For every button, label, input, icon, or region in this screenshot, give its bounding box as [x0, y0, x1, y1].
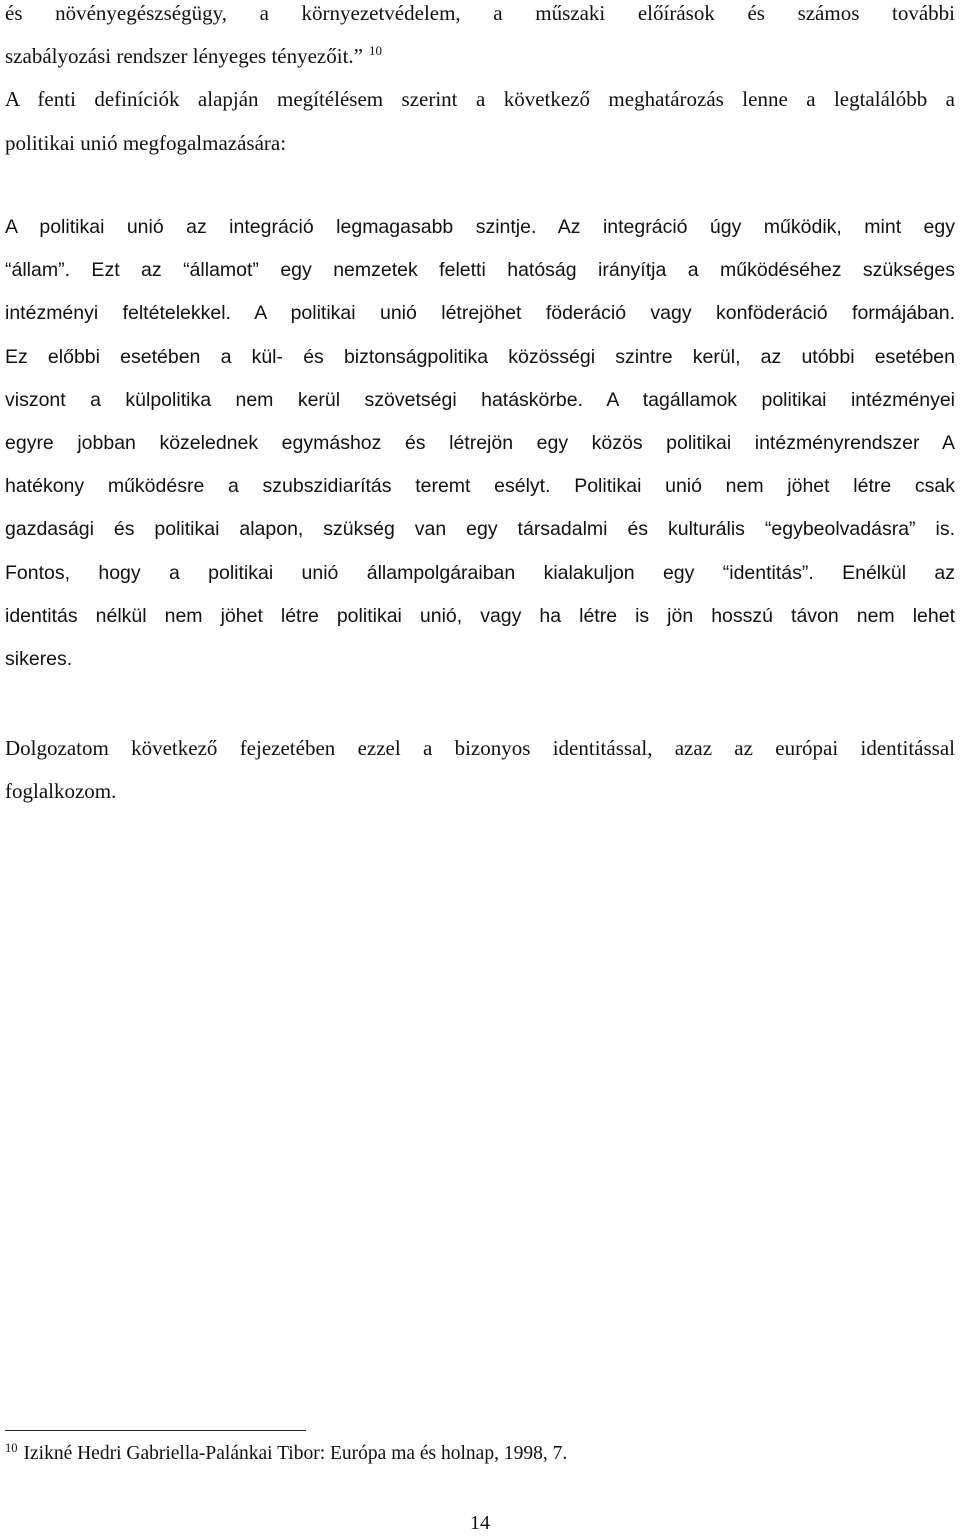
footnote-reference: 10: [369, 43, 382, 59]
page-number: 14: [470, 1512, 490, 1534]
text-line: Dolgozatom következő fejezetében ezzel a bizonyos identitással, azaz az európai identitással: [5, 736, 955, 760]
text-line: [5, 35, 955, 78]
text-line: “állam”. Ezt az “államot” egy nemzetek feletti hatóság irányítja a működéséhez szükséges: [5, 259, 955, 282]
footnote-number: 10: [5, 1440, 18, 1455]
text-line: A fenti definíciók alapján megítélésem szerint a következő meghatározás lenne a legtalálóbb a: [5, 87, 955, 112]
footnote-separator: [5, 1430, 306, 1431]
text-line: gazdasági és politikai alapon, szükség van egy társadalmi és kulturális “egybeolvadásra” is.: [5, 518, 955, 541]
text-line: viszont a külpolitika nem kerül szövetségi hatáskörbe. A tagállamok politikai intézményei: [5, 388, 955, 411]
text-line: sikeres.: [5, 648, 73, 671]
text-line: egyre jobban közelednek egymáshoz és létrejön egy közös politikai intézményrendszer A: [5, 432, 955, 455]
paragraph-next-chapter: [5, 727, 955, 813]
text-line: A politikai unió az integráció legmagasabb szintje. Az integráció úgy működik, mint egy: [5, 216, 955, 238]
text-line: hatékony működésre a szubszidiarítás teremt esélyt. Politikai unió nem jöhet létre csak: [5, 475, 955, 498]
text-line: és növényegészségügy, a környezetvédelem, a műszaki előírások és számos további: [5, 1, 955, 25]
text-line: identitás nélkül nem jöhet létre politikai unió, vagy ha létre is jön hosszú távon nem lehet: [5, 604, 955, 627]
text-line-content: szabályozási rendszer lényeges tényezőit.”: [5, 44, 363, 69]
text-line: Fontos, hogy a politikai unió állampolgáraiban kialakuljon egy “identitás”. Enélkül az: [5, 561, 955, 584]
text-line: Ez előbbi esetében a kül- és biztonságpolitika közösségi szintre kerül, az utóbbi esetében: [5, 345, 955, 368]
text-line: politikai unió megfogalmazására:: [5, 130, 287, 155]
footnote-text: Izikné Hedri Gabriella-Palánkai Tibor: Európa ma és holnap, 1998, 7.: [23, 1443, 568, 1464]
text-line: intézményi feltételekkel. A politikai unió létrejöhet föderáció vagy konföderáció formájában.: [5, 302, 955, 325]
paragraph-definition-conclusion: [5, 0, 955, 165]
footnote: [5, 1440, 567, 1468]
paragraph-political-union-definition: [5, 206, 955, 681]
text-line: foglalkozom.: [5, 779, 117, 804]
